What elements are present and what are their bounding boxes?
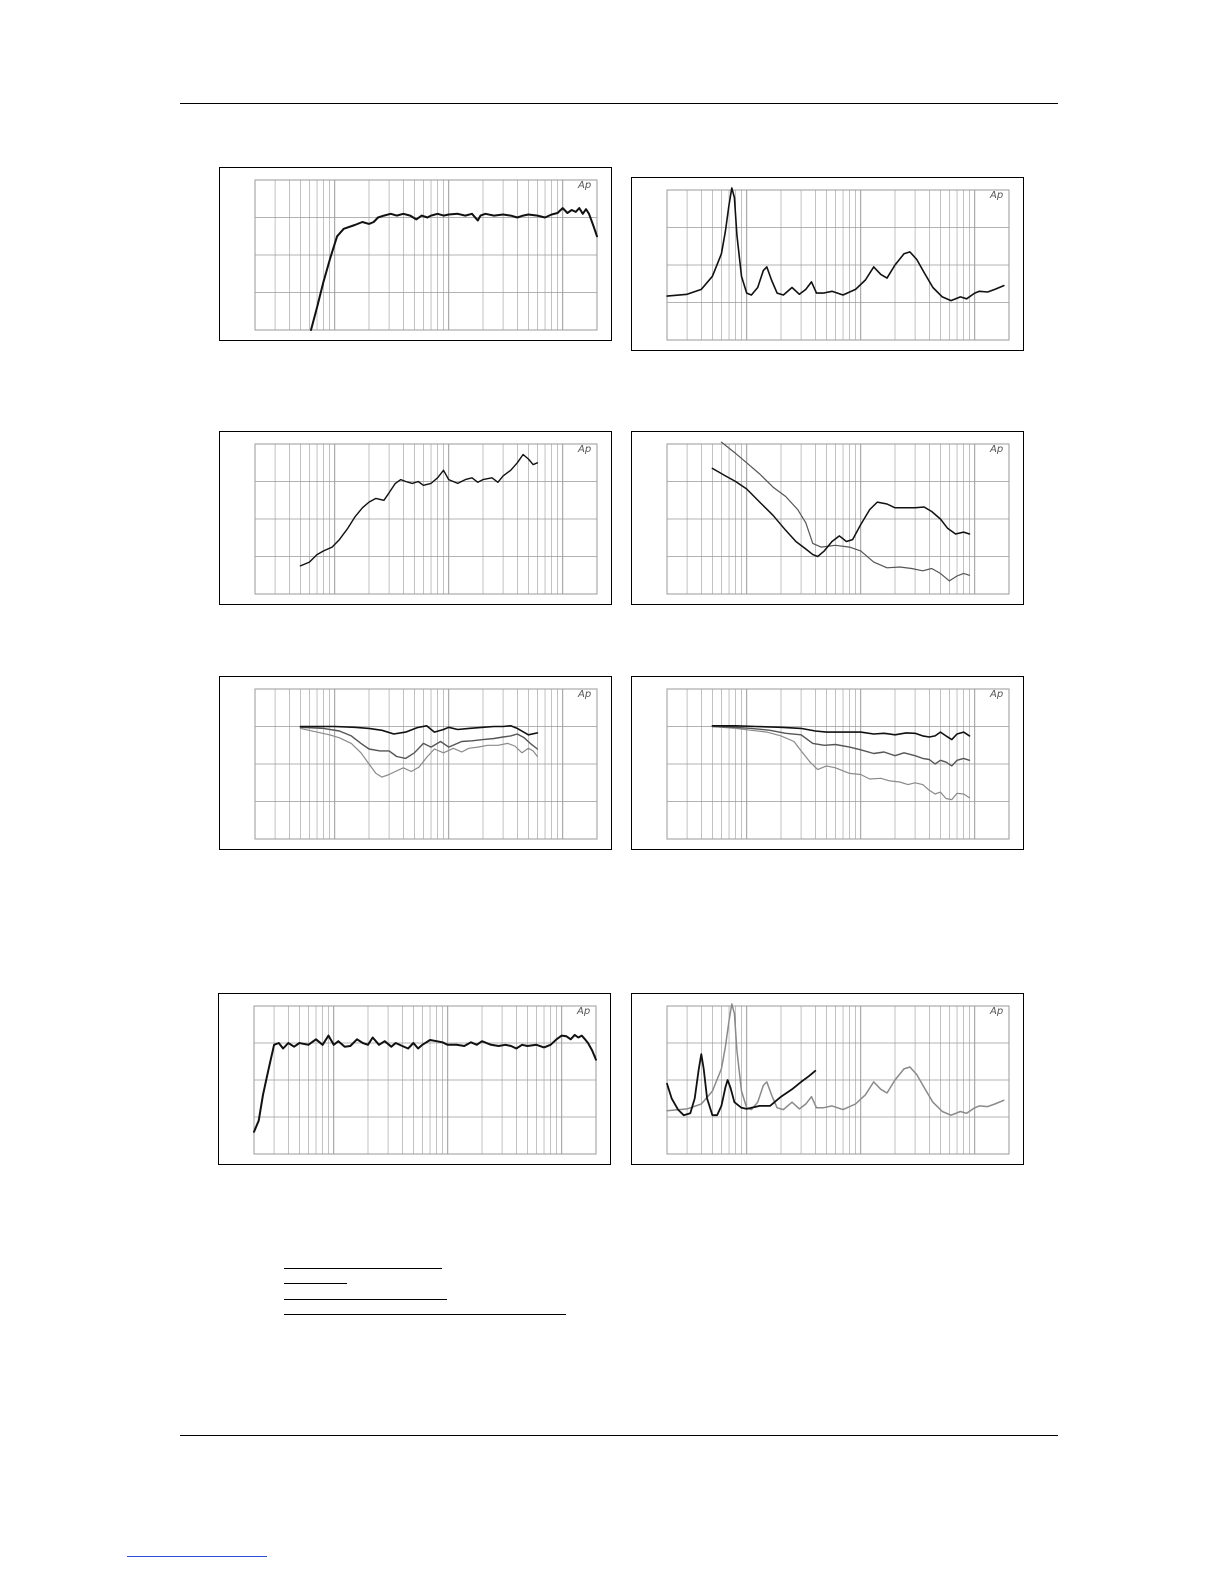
grid (255, 180, 597, 330)
underline-2 (284, 1283, 347, 1284)
series-line-2 (300, 727, 537, 758)
ap-watermark: Ap (578, 689, 592, 700)
underline-1 (284, 1268, 442, 1269)
underline-3 (284, 1299, 447, 1300)
chart-fr2-svg (220, 432, 613, 606)
footer-rule (180, 1435, 1058, 1436)
chart-variation-2 (631, 676, 1024, 850)
grid (667, 1006, 1009, 1154)
ap-watermark: Ap (578, 444, 592, 455)
grid (254, 1006, 596, 1154)
chart-frequency-response-2 (219, 431, 612, 605)
chart-impedance (631, 177, 1024, 351)
grid (667, 444, 1009, 594)
chart-frequency-response-3 (218, 993, 611, 1165)
underline-4 (284, 1314, 566, 1315)
series-line-1 (311, 208, 597, 330)
footer-link-underline[interactable] (127, 1556, 267, 1557)
grid (255, 444, 597, 594)
chart-frequency-response (219, 167, 612, 341)
chart-fr1-svg (220, 168, 613, 342)
chart-impedance-2 (631, 993, 1024, 1165)
chart-imp1-svg (632, 178, 1025, 352)
chart-dist1-svg (632, 432, 1025, 606)
chart-distortion (631, 431, 1024, 605)
ap-watermark: Ap (577, 1006, 591, 1017)
ap-watermark: Ap (990, 444, 1004, 455)
chart-var2-svg (632, 677, 1025, 851)
grid (255, 689, 597, 839)
ap-watermark: Ap (578, 180, 592, 191)
header-rule (180, 103, 1058, 104)
chart-var1-svg (220, 677, 613, 851)
chart-imp2-svg (632, 994, 1025, 1166)
series-line-1 (300, 728, 537, 777)
grid (667, 689, 1009, 839)
ap-watermark: Ap (990, 1006, 1004, 1017)
ap-watermark: Ap (990, 190, 1004, 201)
ap-watermark: Ap (990, 689, 1004, 700)
grid (667, 190, 1009, 340)
chart-fr3-svg (219, 994, 612, 1166)
chart-variation-1 (219, 676, 612, 850)
series-line-1 (300, 455, 537, 566)
